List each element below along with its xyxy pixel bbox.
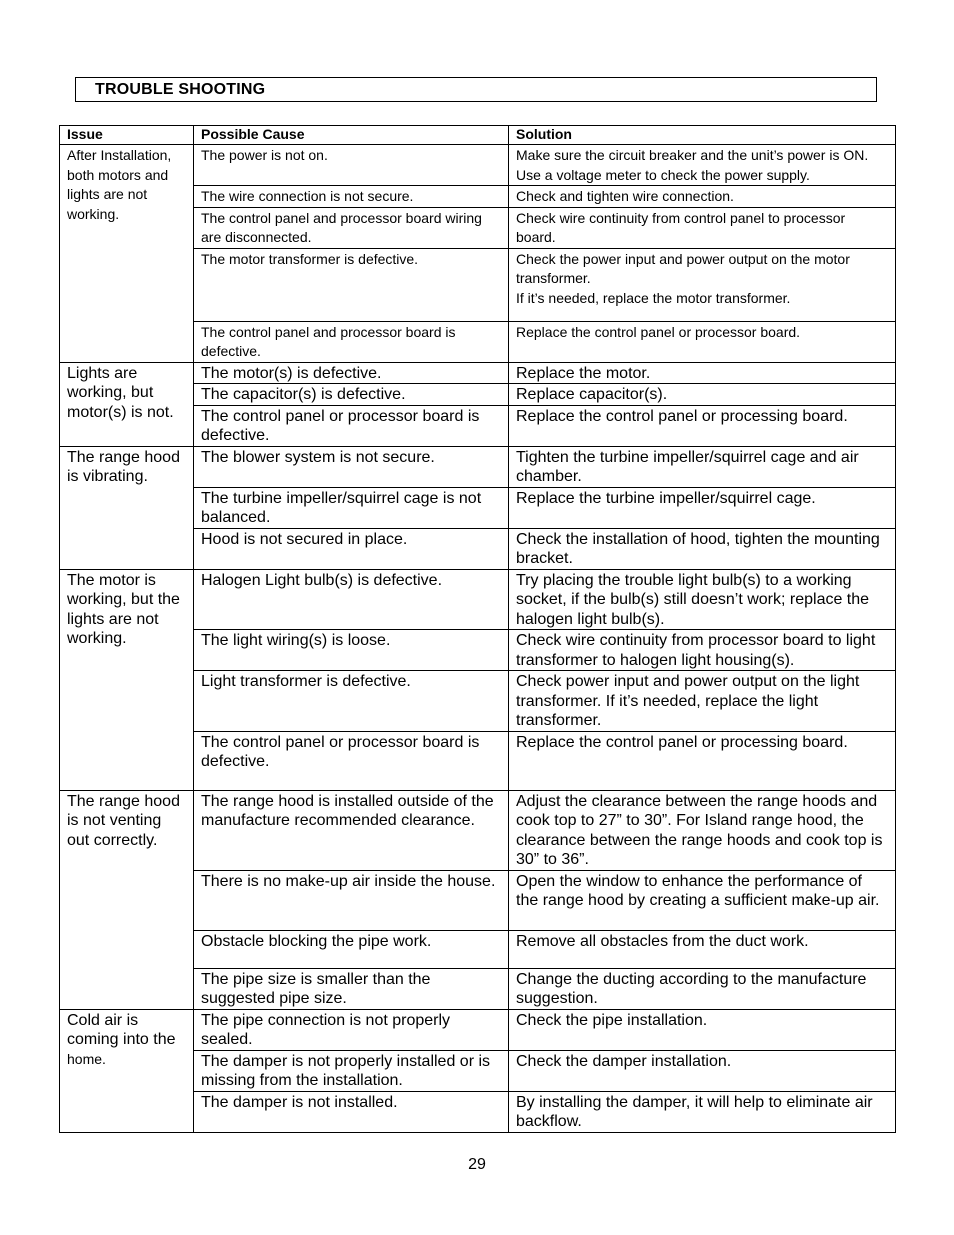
solution-cell: Replace capacitor(s).: [509, 384, 896, 406]
section-heading: TROUBLE SHOOTING: [95, 81, 266, 98]
solution-cell: Change the ducting according to the manufacture suggestion.: [509, 968, 896, 1009]
solution-cell: Check and tighten wire connection.: [509, 186, 896, 208]
cause-cell: The control panel or processor board is defective.: [194, 731, 509, 790]
issue-cell: The motor is working, but the lights are not working.: [60, 569, 194, 790]
issue-cell: Lights are working, but motor(s) is not.: [60, 362, 194, 446]
issue-cell: After Installation, both motors and lights are not working.: [60, 145, 194, 363]
cause-cell: There is no make-up air inside the house.: [194, 870, 509, 930]
cause-cell: The motor(s) is defective.: [194, 362, 509, 384]
solution-cell: Check the installation of hood, tighten the mounting bracket.: [509, 528, 896, 569]
solution-line: Check the power input and power output on the motor transformer.: [516, 250, 850, 286]
cause-cell: The damper is not installed.: [194, 1091, 509, 1132]
issue-text-continued: home.: [67, 1050, 106, 1067]
issue-cell: The range hood is vibrating.: [60, 446, 194, 569]
issue-text: Cold air is coming into the: [67, 1011, 176, 1048]
troubleshooting-table: [59, 125, 896, 1133]
issue-cell: [60, 1009, 194, 1132]
solution-cell: Replace the motor.: [509, 362, 896, 384]
cause-cell: The light wiring(s) is loose.: [194, 630, 509, 671]
cause-cell: The damper is not properly installed or is missing from the installation.: [194, 1050, 509, 1091]
solution-cell: Check wire continuity from processor board to light transformer to halogen light housing(s).: [509, 630, 896, 671]
page-number: 29: [468, 1156, 486, 1173]
cause-cell: Light transformer is defective.: [194, 671, 509, 732]
cause-cell: Obstacle blocking the pipe work.: [194, 930, 509, 968]
cause-cell: The pipe size is smaller than the suggested pipe size.: [194, 968, 509, 1009]
cause-cell: The control panel and processor board is defective.: [194, 321, 509, 362]
solution-cell: Check the damper installation.: [509, 1050, 896, 1091]
solution-cell: Replace the turbine impeller/squirrel cage.: [509, 487, 896, 528]
solution-cell: Replace the control panel or processor board.: [509, 321, 896, 362]
cause-cell: The motor transformer is defective.: [194, 248, 509, 321]
solution-cell: Make sure the circuit breaker and the unit’s power is ON. Use a voltage meter to check the power supply.: [509, 145, 896, 186]
solution-cell: By installing the damper, it will help to eliminate air backflow.: [509, 1091, 896, 1132]
solution-cell: Remove all obstacles from the duct work.: [509, 930, 896, 968]
table-row: [60, 569, 896, 630]
cause-cell: The range hood is installed outside of the manufacture recommended clearance.: [194, 790, 509, 870]
table-row: [60, 1009, 896, 1050]
section-heading-box: [75, 77, 877, 102]
cause-cell: The power is not on.: [194, 145, 509, 186]
solution-cell: Tighten the turbine impeller/squirrel cage and air chamber.: [509, 446, 896, 487]
cause-cell: The control panel or processor board is defective.: [194, 405, 509, 446]
header-possible-cause: Possible Cause: [194, 126, 509, 145]
table-row: [60, 790, 896, 870]
table-row: [60, 362, 896, 384]
cause-cell: The capacitor(s) is defective.: [194, 384, 509, 406]
table-row: [60, 145, 896, 186]
cause-cell: The blower system is not secure.: [194, 446, 509, 487]
header-issue: Issue: [60, 126, 194, 145]
solution-cell: Replace the control panel or processing board.: [509, 405, 896, 446]
cause-cell: The turbine impeller/squirrel cage is not balanced.: [194, 487, 509, 528]
solution-cell: Try placing the trouble light bulb(s) to a working socket, if the bulb(s) still doesn’t work; replace the halogen light bulb(s).: [509, 569, 896, 630]
cause-cell: Hood is not secured in place.: [194, 528, 509, 569]
solution-cell: Check power input and power output on the light transformer. If it’s needed, replace the light transformer.: [509, 671, 896, 732]
solution-cell: [509, 248, 896, 321]
solution-cell: Check wire continuity from control panel to processor board.: [509, 207, 896, 248]
solution-cell: Open the window to enhance the performance of the range hood by creating a sufficient make-up air.: [509, 870, 896, 930]
solution-cell: Replace the control panel or processing board.: [509, 731, 896, 790]
cause-cell: Halogen Light bulb(s) is defective.: [194, 569, 509, 630]
solution-line: If it’s needed, replace the motor transformer.: [516, 289, 791, 306]
solution-cell: Check the pipe installation.: [509, 1009, 896, 1050]
cause-cell: The pipe connection is not properly sealed.: [194, 1009, 509, 1050]
cause-cell: The wire connection is not secure.: [194, 186, 509, 208]
cause-cell: The control panel and processor board wiring are disconnected.: [194, 207, 509, 248]
issue-cell: The range hood is not venting out correctly.: [60, 790, 194, 1009]
table-header-row: [60, 126, 896, 145]
solution-cell: Adjust the clearance between the range hoods and cook top to 27” to 30”. For Island range hood, the clearance between the range hoods and cook top is 30” to 36”.: [509, 790, 896, 870]
header-solution: Solution: [509, 126, 896, 145]
table-row: [60, 446, 896, 487]
